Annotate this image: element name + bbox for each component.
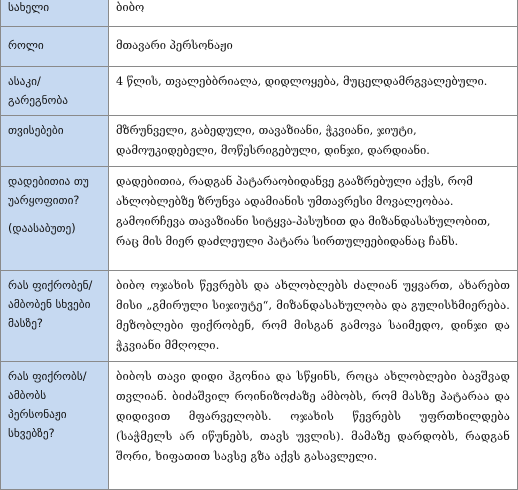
table-row-age-appearance [1,67,518,116]
row-value-traits: მზრუნველი, გაბედული, თავაზიანი, ჭკვიანი, ჯიუტი, დამოუკიდებელი, მოწესრიგებული, დინჯი, დარდიანი. [109,116,518,167]
table-row-name [1,0,518,27]
row-value-age-appearance: 4 წლის, თვალებბრიალა, დიდლოყება, მუცელდამრგვალებული. [109,67,518,116]
row-label-name: სახელი [1,0,109,27]
row-label-note: (დაასაბუთე) [8,222,76,235]
row-value-others-opinion: ბიბო ოჯახის წევრებს და ახლობლებს ძალიან უყვართ, ახარებთ მისი „გმირული სიჯიუტე“, მიზანდასახულობა და გულისხმიერება. მეზობლები ფიქრობენ, რომ მისგან გამოვა საიმედო, დინჯი და ჭკვიანი მმღოლი. [109,271,518,362]
table-row-positive-negative [1,167,518,271]
row-label-question: დადებითია თუ უარყოფითი? [8,175,89,207]
row-value-positive-negative: დადებითია, რადგან პატარაობიდანვე გააზრებული აქვს, რომ ახლობლებზე ზრუნვა ადამიანის უმთავრესი მოვალეობაა. გამოირჩევა თავაზიანი სიტყვა-პასუხით და მიზანდასახულობით, რაც მის მიერ დაძლეული პატარა სირთულეებიდანაც ჩანს. [109,167,518,271]
row-label-age-appearance: ასაკი/ გარეგნობა [1,67,109,116]
table-row-traits [1,116,518,167]
table-row-role [1,27,518,67]
row-label-role: როლი [1,27,109,67]
row-value-character-opinion: ბიბოს თავი დიდი ჰგონია და სწყინს, როცა ახლობლები ბავშვად თვლიან. ბიძაშვილ როინიზოძაზე ამბობს, რომ მასზე პატარაა და დიდივით მფარველობს. ოჯახის წევრებს უფრთხილდება (საჭმელს არ იწუნებს, თავს უვლის). მამაზე დარდობს, რადგან შორი, ხიფათით სავსე გზა აქვს გასავლელი. [109,362,518,490]
table-row-character-opinion [1,362,518,490]
row-value-name: ბიბო [109,0,518,27]
row-label-others-opinion: რას ფიქრობენ/ ამბობენ სხვები მასზე? [1,271,109,362]
row-label-traits: თვისებები [1,116,109,167]
row-label-positive-negative [1,167,109,271]
table-row-others-opinion [1,271,518,362]
row-value-role: მთავარი პერსონაჟი [109,27,518,67]
row-label-character-opinion: რას ფიქრობს/ ამბობს პერსონაჟი სხვებზე? [1,362,109,490]
